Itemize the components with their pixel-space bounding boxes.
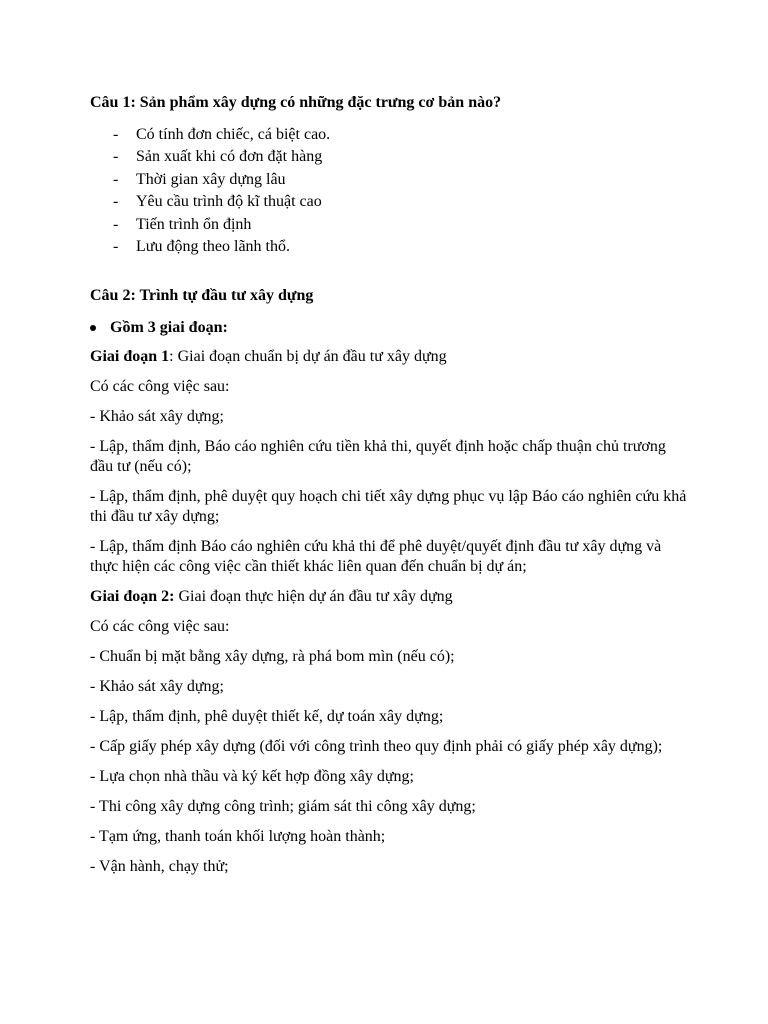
stage-2-label: Giai đoạn 2:: [90, 588, 175, 606]
dash-marker: -: [113, 126, 119, 143]
list-item: - Có tính đơn chiếc, cá biệt cao.: [90, 124, 690, 146]
paragraph: - Chuẩn bị mặt bằng xây dựng, rà phá bom mìn (nếu có);: [90, 648, 455, 666]
paragraph: - Khảo sát xây dựng;: [90, 678, 224, 696]
document-page: [90, 92, 690, 877]
stage-1-label: Giai đoạn 1: [90, 348, 170, 366]
dash-marker: -: [113, 148, 119, 166]
list-item: - Tiến trình ổn định: [90, 214, 690, 236]
paragraph: - Lập, thẩm định, phê duyệt quy hoạch chi tiết xây dựng phục vụ lập Báo cáo nghiên cứu khả thi đầu tư xây dựng;: [90, 488, 687, 526]
paragraph: - Thi công xây dựng công trình; giám sát thi công xây dựng;: [90, 798, 476, 816]
dash-marker: -: [113, 193, 119, 211]
question-2-title: Câu 2: Trình tự đầu tư xây dựng: [90, 287, 314, 305]
paragraph: - Khảo sát xây dựng;: [90, 408, 224, 426]
dash-marker: -: [113, 215, 119, 233]
question-1-title: Câu 1: Sản phẩm xây dựng có những đặc trưng cơ bản nào?: [90, 94, 502, 111]
stage-2-heading: Giai đoạn 2: Giai đoạn thực hiện dự án đầu tư xây dựng: [90, 588, 453, 606]
paragraph: - Lập, thẩm định, Báo cáo nghiên cứu tiền khả thi, quyết định hoặc chấp thuận chủ trương đầu tư (nếu có);: [90, 438, 666, 476]
paragraph: - Vận hành, chạy thử;: [90, 858, 229, 876]
list-item: - Sản xuất khi có đơn đặt hàng: [90, 146, 690, 168]
stage-2-intro: Có các công việc sau:: [90, 618, 230, 636]
bullet-dot-icon: [90, 325, 96, 331]
list-item: - Yêu cầu trình độ kĩ thuật cao: [90, 191, 690, 213]
bullet-item: Gồm 3 giai đoạn:: [90, 317, 690, 339]
dash-marker: -: [113, 238, 119, 256]
list-item: - Lưu động theo lãnh thổ.: [90, 236, 690, 258]
paragraph: - Tạm ứng, thanh toán khối lượng hoàn thành;: [90, 828, 386, 846]
stage-1-intro: Có các công việc sau:: [90, 378, 230, 396]
stage-1-heading: Giai đoạn 1: Giai đoạn chuẩn bị dự án đầu tư xây dựng: [90, 348, 447, 366]
paragraph: - Lập, thẩm định Báo cáo nghiên cứu khả thi để phê duyệt/quyết định đầu tư xây dựng và thực hiện các công việc cần thiết khác liên quan đến chuẩn bị dự án;: [90, 538, 662, 576]
dash-marker: -: [113, 170, 119, 188]
paragraph: - Lựa chọn nhà thầu và ký kết hợp đồng xây dựng;: [90, 768, 414, 786]
paragraph: - Cấp giấy phép xây dựng (đối với công trình theo quy định phải có giấy phép xây dựng);: [90, 738, 663, 756]
list-item: - Thời gian xây dựng lâu: [90, 169, 690, 191]
question-1-list: [90, 124, 690, 258]
paragraph: - Lập, thẩm định, phê duyệt thiết kế, dự toán xây dựng;: [90, 708, 444, 726]
